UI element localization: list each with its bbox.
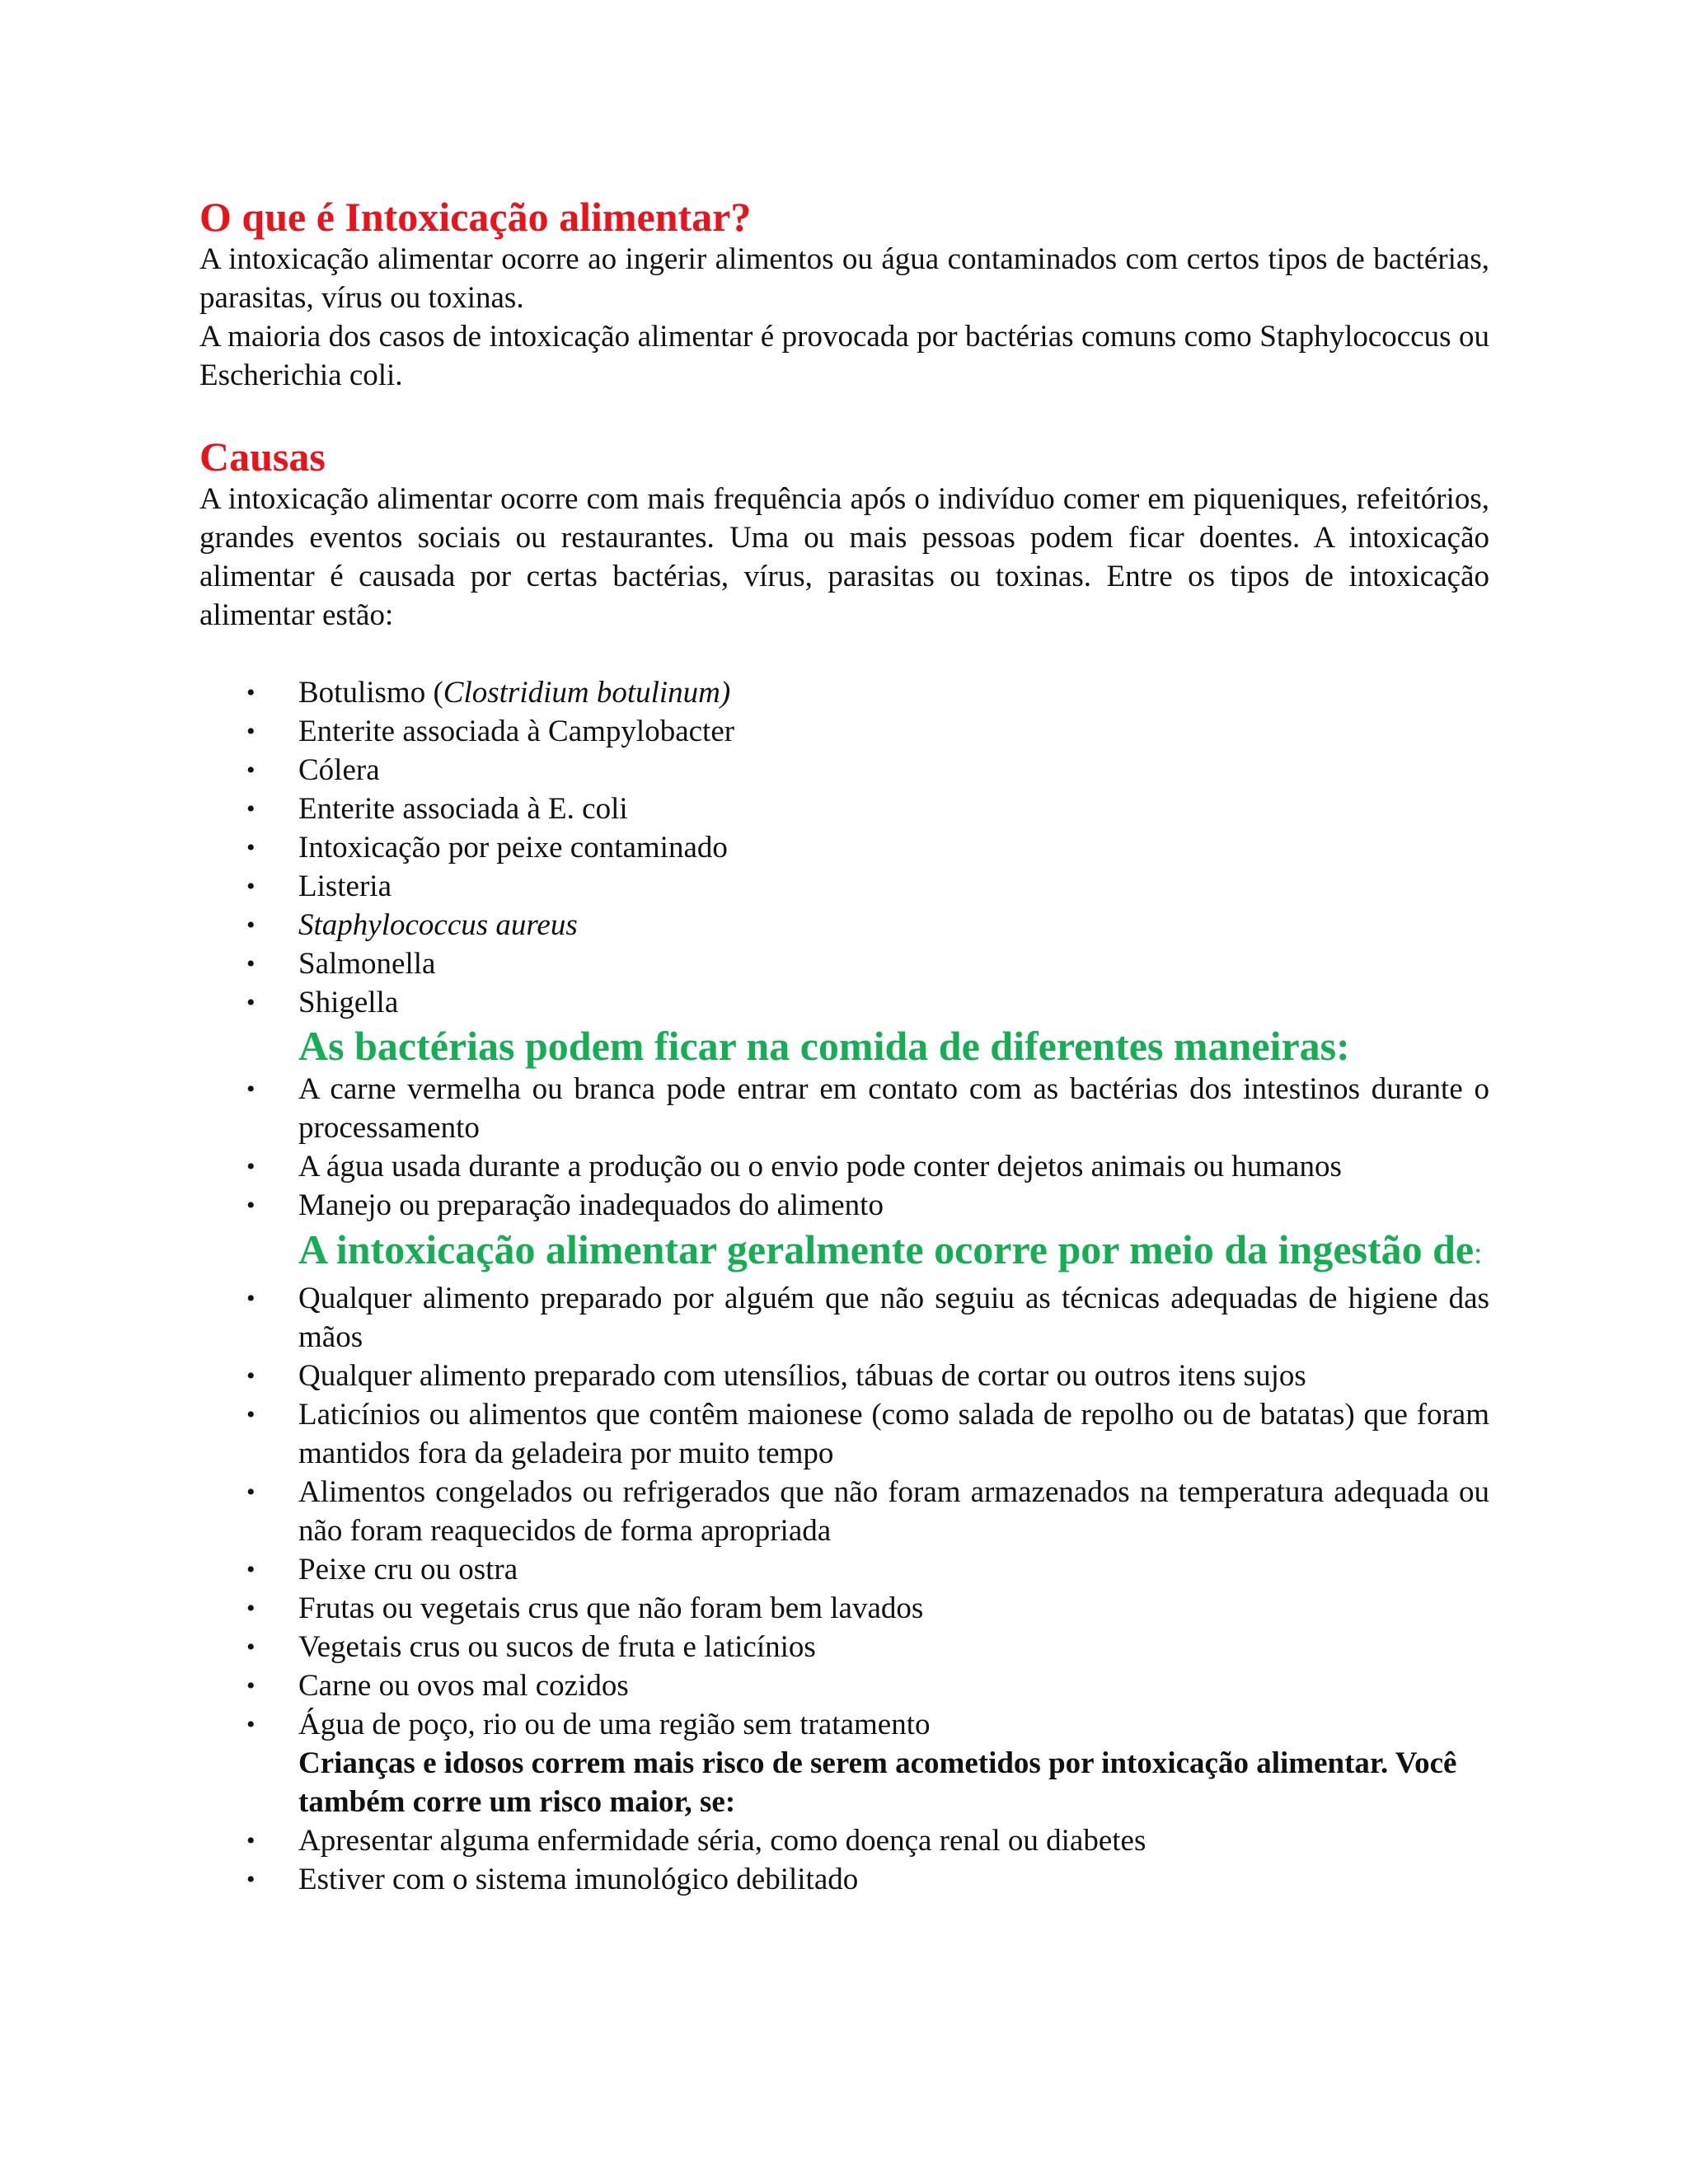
list-item: • A água usada durante a produção ou o envio pode conter dejetos animais ou humanos: [199, 1147, 1489, 1186]
list-item: • Carne ou ovos mal cozidos: [199, 1666, 1489, 1705]
heading-causes: Causas: [199, 434, 326, 480]
document-page: [199, 194, 1489, 1899]
list-item: • Enterite associada à Campylobacter: [199, 712, 1489, 751]
poisoning-types-list: [199, 673, 1489, 1022]
intro-paragraph-1: A intoxicação alimentar ocorre ao ingerir alimentos ou água contaminados com certos tipos de bactérias, parasitas, vírus ou toxinas.: [199, 242, 1489, 315]
list-item: • Manejo ou preparação inadequados do alimento: [199, 1186, 1489, 1225]
list-item: • Enterite associada à E. coli: [199, 790, 1489, 828]
ingestion-list: [199, 1279, 1489, 1744]
causes-paragraph: A intoxicação alimentar ocorre com mais frequência após o indivíduo comer em piqueniques, refeitórios, grandes eventos sociais ou restaurantes. Uma ou mais pessoas podem ficar doentes. A intoxicação alimentar é causada por certas bactérias, vírus, parasitas ou toxinas. Entre os tipos de intoxicação alimentar estão:: [199, 482, 1489, 632]
risk-list: [199, 1821, 1489, 1899]
list-item: • Qualquer alimento preparado com utensílios, tábuas de cortar ou outros itens sujos: [199, 1357, 1489, 1395]
list-item: • Apresentar alguma enfermidade séria, como doença renal ou diabetes: [199, 1821, 1489, 1860]
list-item: • Staphylococcus aureus: [199, 906, 1489, 944]
list-item: • Qualquer alimento preparado por alguém que não seguiu as técnicas adequadas de higiene das mãos: [199, 1279, 1489, 1357]
bacteria-ways-list: [199, 1070, 1489, 1225]
subheading-bacteria-ways: As bactérias podem ficar na comida de diferentes maneiras:: [298, 1023, 1350, 1069]
risk-note: Crianças e idosos correm mais risco de serem acometidos por intoxicação alimentar. Você também corre um risco maior, se:: [298, 1746, 1457, 1819]
list-item: • Frutas ou vegetais crus que não foram bem lavados: [199, 1589, 1489, 1628]
intro-paragraph-2: A maioria dos casos de intoxicação alimentar é provocada por bactérias comuns como Staphylococcus ou Escherichia coli.: [199, 320, 1489, 392]
list-item: • Água de poço, rio ou de uma região sem tratamento: [199, 1705, 1489, 1744]
list-item: • Shigella: [199, 983, 1489, 1022]
list-item: • Peixe cru ou ostra: [199, 1550, 1489, 1589]
list-item: • Alimentos congelados ou refrigerados que não foram armazenados na temperatura adequada ou não foram reaquecidos de forma apropriada: [199, 1473, 1489, 1550]
list-item: • Estiver com o sistema imunológico debilitado: [199, 1860, 1489, 1899]
list-item: • Salmonella: [199, 944, 1489, 983]
list-item: • Cólera: [199, 751, 1489, 790]
list-item: • Intoxicação por peixe contaminado: [199, 828, 1489, 867]
subheading-ingestion: A intoxicação alimentar geralmente ocorre por meio da ingestão de:: [298, 1226, 1483, 1272]
list-item: • Listeria: [199, 867, 1489, 906]
list-item: • Laticínios ou alimentos que contêm maionese (como salada de repolho ou de batatas) que foram mantidos fora da geladeira por muito tempo: [199, 1395, 1489, 1473]
list-item: • Vegetais crus ou sucos de fruta e laticínios: [199, 1628, 1489, 1666]
heading-what-is: O que é Intoxicação alimentar?: [199, 194, 752, 240]
list-item: • A carne vermelha ou branca pode entrar em contato com as bactérias dos intestinos durante o processamento: [199, 1070, 1489, 1147]
list-item: • Botulismo (Clostridium botulinum): [199, 673, 1489, 712]
